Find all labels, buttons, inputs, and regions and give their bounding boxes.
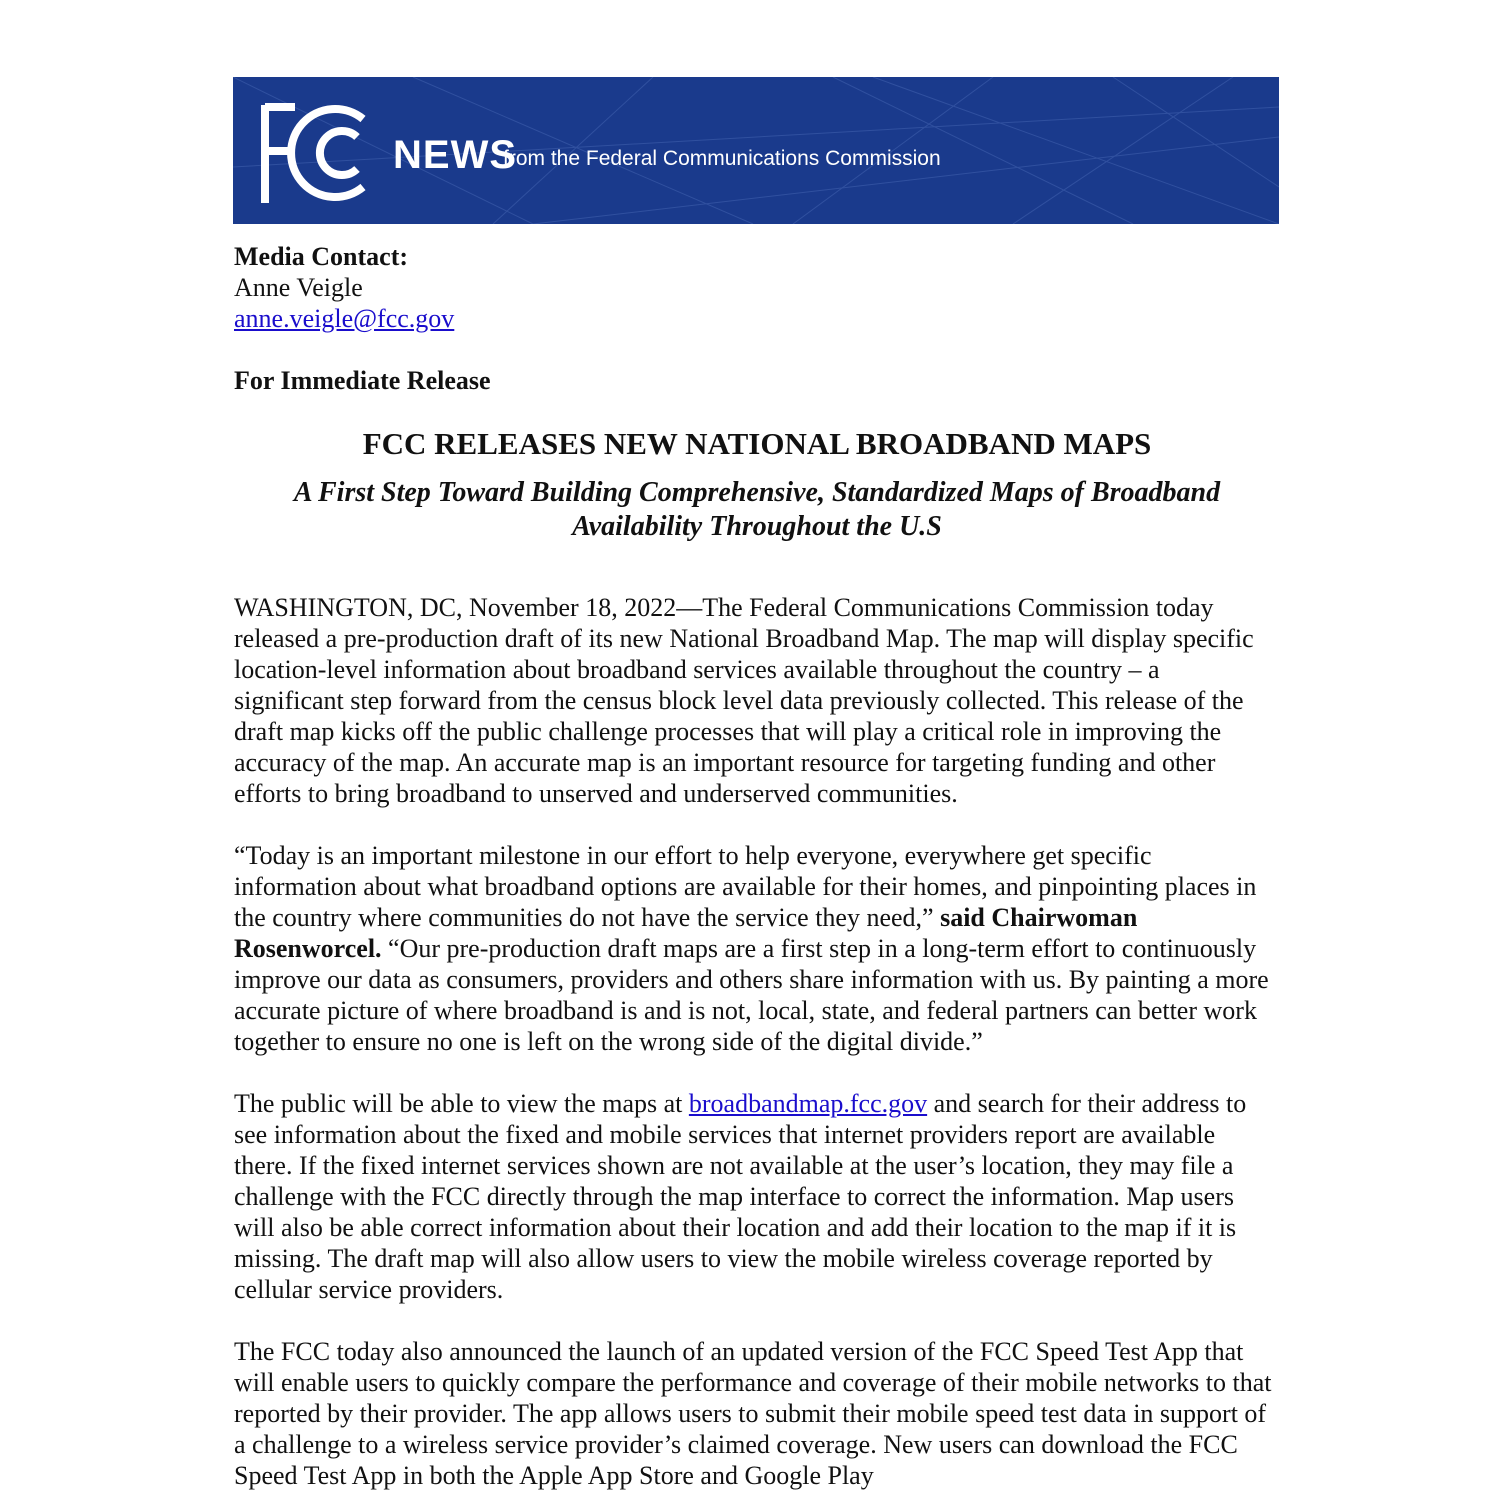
headline: FCC RELEASES NEW NATIONAL BROADBAND MAPS xyxy=(362,426,1152,461)
banner-subtitle: from the Federal Communications Commission xyxy=(503,147,941,170)
press-release-body xyxy=(234,241,1274,1491)
paragraph-3-text: The public will be able to view the maps at xyxy=(234,1089,689,1118)
paragraph-1: WASHINGTON, DC, November 18, 2022—The Federal Communications Commission today released a pre-production draft of its new National Broadband Map. The map will display specific location-level information about broadband services available throughout the country – a significant step forward from the census block level data previously collected. This release of the draft map kicks off the public challenge processes that will play a critical role in improving the accuracy of the map. An accurate map is an important resource for targeting funding and other efforts to bring broadband to unserved and underserved communities. xyxy=(234,593,1254,808)
paragraph-4: The FCC today also announced the launch of an updated version of the FCC Speed Test App that will enable users to quickly compare the performance and coverage of their mobile networks to that reported by their provider. The app allows users to submit their mobile speed test data in support of a challenge to a wireless service provider’s claimed coverage. New users can download the FCC Speed Test App in both the Apple App Store and Google Play xyxy=(234,1337,1272,1490)
media-contact-label: Media Contact: xyxy=(234,242,409,271)
media-contact-name: Anne Veigle xyxy=(234,273,363,302)
paragraph-3-rest: and search for their address to see information about the fixed and mobile services that internet providers report are available there. If the fixed internet services shown are not available at the user’s location, they may file a challenge with the FCC directly through the map interface to correct the information. Map users will also be able correct information about their location and add their location to the map if it is missing. The draft map will also allow users to view the mobile wireless coverage reported by cellular service providers. xyxy=(234,1089,1247,1304)
media-contact-email-link[interactable]: anne.veigle@fcc.gov xyxy=(234,304,455,333)
paragraph-3 xyxy=(234,1088,1274,1305)
fcc-logo xyxy=(253,97,393,207)
release-note: For Immediate Release xyxy=(234,366,491,395)
fcc-news-banner xyxy=(233,77,1279,224)
news-wordmark: NEWS xyxy=(393,133,517,177)
paragraph-2-text: “Today is an important milestone in our effort to help everyone, everywhere get specific information about what broadband options are available for their homes, and pinpointing places in the country where communities do not have the service they need,” xyxy=(234,841,1257,932)
paragraph-2-attribution: said Chairwoman Rosenworcel. xyxy=(234,903,1138,963)
paragraph-2-quote: “Our pre-production draft maps are a first step in a long-term effort to continuously improve our data as consumers, providers and others share information with us. By painting a more accurate picture of where broadband is and is not, local, state, and federal partners can better work together to ensure no one is left on the wrong side of the digital divide.” xyxy=(234,934,1269,1056)
paragraph-2 xyxy=(234,840,1274,1057)
broadband-map-link[interactable]: broadbandmap.fcc.gov xyxy=(688,1089,928,1118)
subheadline: A First Step Toward Building Comprehensive, Standardized Maps of Broadband Availability Throughout the U.S xyxy=(293,477,1221,542)
